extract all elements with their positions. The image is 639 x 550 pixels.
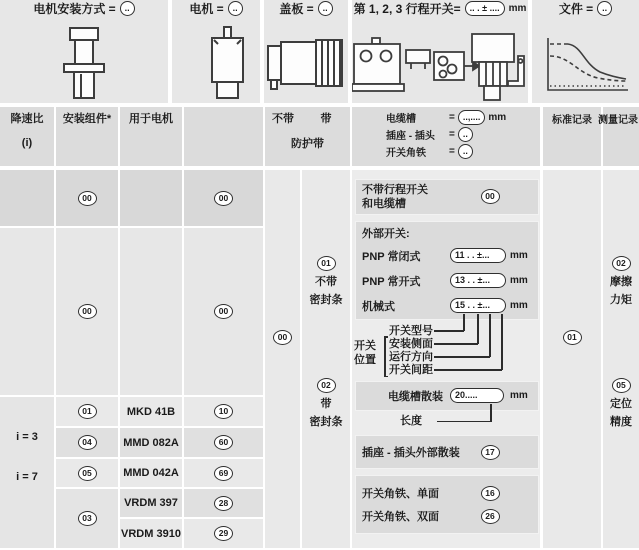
switches-drawing — [352, 28, 528, 102]
mount-row-code: 03 — [78, 511, 97, 526]
motor-label: 电机 = .. — [172, 0, 260, 17]
motor-cell-a — [120, 170, 182, 226]
measure-record-title: 测量记录 — [598, 114, 638, 126]
with-title: 带 — [320, 113, 332, 125]
ratio-title: 降速比 — [10, 113, 44, 125]
mount-row-code: 04 — [78, 435, 97, 450]
motor-code: 69 — [214, 466, 233, 481]
bracket-single-code: 16 — [481, 486, 500, 501]
socket-bulk-code: 17 — [481, 445, 500, 460]
seal-with-code: 02 — [317, 378, 336, 393]
document-label: 文件 = .. — [532, 0, 639, 17]
ratio-cell-b — [0, 228, 54, 395]
header-motor-code — [184, 107, 263, 166]
friction-record: 02 摩擦 力矩 — [610, 258, 632, 306]
for-motor-title: 用于电机 — [129, 113, 173, 125]
header-switch-bracket: 开关角铁 = .. — [386, 144, 473, 159]
friction-code: 02 — [612, 256, 631, 271]
legend-item: 安装侧面 — [389, 338, 433, 350]
positioning-record: 05 定位 精度 — [610, 380, 632, 428]
legend-item: 开关型号 — [389, 325, 433, 337]
header-socket-plug: 插座 - 插头 = .. — [386, 127, 473, 142]
motor-code: 10 — [214, 404, 233, 419]
length-line — [490, 404, 492, 422]
motor-name: MMD 082A — [123, 436, 179, 449]
ratio-symbol: (i) — [21, 137, 33, 149]
without-title: 不带 — [272, 113, 294, 125]
legend-item: 开关间距 — [389, 364, 433, 376]
legend-bracket — [384, 336, 388, 338]
switch-position-label: 位置 — [354, 354, 376, 366]
legend-bracket — [384, 336, 386, 377]
band-without-code: 00 — [273, 330, 292, 345]
switch-option-value: 15 . . ±... — [450, 298, 506, 313]
external-switch-title: 外部开关: — [362, 227, 410, 240]
mount-code-a: 00 — [78, 191, 97, 206]
socket-plug-oval: .. — [458, 127, 473, 142]
measure-record-col — [603, 170, 639, 548]
mount-code-b: 00 — [78, 304, 97, 319]
length-label: 长度 — [400, 415, 422, 427]
motor-code-oval: .. — [228, 1, 243, 16]
switch-option-label: 机械式 — [362, 300, 395, 313]
motor-code: 29 — [214, 526, 233, 541]
band-with-col — [302, 170, 350, 548]
standard-record-title: 标准记录 — [552, 114, 592, 126]
switch-position-label: 开关 — [354, 340, 376, 352]
legend-line — [434, 330, 464, 332]
legend-line — [434, 356, 490, 358]
legend-line — [477, 314, 479, 344]
ratio-i7: i = 7 — [16, 471, 38, 483]
motor-drawing — [196, 26, 260, 100]
cover-label: 盖板 = .. — [264, 0, 348, 17]
legend-line — [489, 314, 491, 357]
motor-code: 28 — [214, 496, 233, 511]
motor-name: MMD 042A — [123, 467, 179, 479]
legend-line — [434, 343, 478, 345]
motor-code-b: 00 — [214, 304, 233, 319]
ordering-code-page: 电机安装方式 = .. 电机 = .. 盖板 = .. 第 1, 2, 3 行程开关= .. . ± .... mm 文件 = .. 降速比 (i) 安装组件* 用于电机 不带 带 防护带 电缆槽 = ..,.... mm 插座 - 插头 = .. 开关角铁 = .. 标准记录 测量记录 i = 3 i = 7 00 00 01 04 05 03 MKD 41B MMD 082A MMD 042A VRDM 397 VRDM 3910 00 00 10 60 69 28 29 00 01 不带 密封条 02 带 密封条 不带行程开关 和电缆槽 00 外部开关: PNP 常闭式 11 . . ±... mm PNP 常开式 13 . . ±... mm 机械式 15 . . ±... mm 开关型号 安装侧面 运行方向 开关间距 开关 位置 电缆槽散装 20..... mm 长度 插座 - 插头外部散装 17 开关角铁、单面 16 开关角铁、双面 26 01 02 摩擦 力矩 05 定位 精度 — [0, 0, 639, 550]
motor-name: MKD 41B — [126, 405, 176, 418]
no-switch-code: 00 — [481, 189, 500, 204]
cover-drawing — [266, 34, 346, 92]
seal-with-option: 02 带 密封条 — [309, 380, 343, 428]
ratio-i3: i = 3 — [16, 431, 38, 443]
switch-option-label: PNP 常闭式 — [362, 250, 421, 263]
cable-duct-oval: ..,.... — [458, 110, 486, 125]
mount-parts-title: 安装组件* — [62, 113, 112, 125]
motor-mount-drawing — [50, 26, 120, 100]
travel-switch-label: 第 1, 2, 3 行程开关= .. . ± .... mm — [353, 2, 527, 16]
motor-mount-label: 电机安装方式 = .. — [0, 0, 168, 17]
cover-code-oval: .. — [318, 1, 333, 16]
length-line — [437, 421, 492, 423]
switch-bracket-oval: .. — [458, 144, 473, 159]
cable-bulk-value: 20..... — [450, 388, 504, 403]
motor-name: VRDM 3910 — [121, 527, 181, 540]
legend-line — [463, 314, 465, 331]
positioning-code: 05 — [612, 378, 631, 393]
mount-code-oval: .. — [120, 1, 135, 16]
motor-name: VRDM 397 — [124, 497, 178, 509]
legend-line — [501, 314, 503, 370]
protective-band-title: 防护带 — [291, 138, 324, 150]
document-chart-drawing — [542, 34, 632, 96]
legend-item: 运行方向 — [389, 351, 433, 363]
legend-line — [434, 369, 502, 371]
bracket-double-code: 26 — [481, 509, 500, 524]
ratio-cell-a — [0, 170, 54, 226]
seal-without-code: 01 — [317, 256, 336, 271]
mount-row-code: 01 — [78, 404, 97, 419]
switch-option-value: 13 . . ±... — [450, 273, 506, 288]
mount-row-code: 05 — [78, 466, 97, 481]
switch-option-value: 11 . . ±... — [450, 248, 506, 263]
legend-bracket — [384, 376, 388, 378]
motor-cell-b — [120, 228, 182, 395]
motor-code: 60 — [214, 435, 233, 450]
standard-record-code: 01 — [563, 330, 582, 345]
standard-record-col — [543, 170, 601, 548]
header-cable-duct: 电缆槽 = ..,.... mm — [386, 112, 507, 125]
switch-code-oval: .. . ± .... — [465, 1, 505, 16]
motor-code-a: 00 — [214, 191, 233, 206]
seal-without-option: 01 不带 密封条 — [309, 258, 343, 306]
document-code-oval: .. — [597, 1, 612, 16]
band-without-col — [265, 170, 300, 548]
switch-option-label: PNP 常开式 — [362, 275, 421, 288]
